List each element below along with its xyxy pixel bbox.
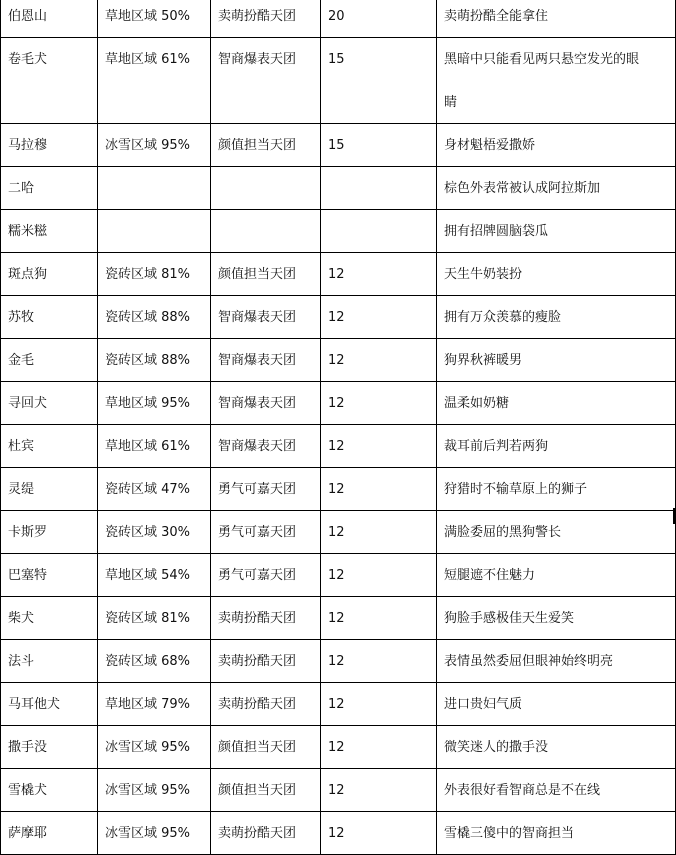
area-cell: 草地区域 50% — [98, 0, 211, 38]
score-cell: 12 — [321, 683, 437, 726]
score-cell: 12 — [321, 554, 437, 597]
score-cell: 12 — [321, 339, 437, 382]
area-cell: 冰雪区域 95% — [98, 726, 211, 769]
table-row — [1, 726, 676, 769]
description-cell: 雪橇三傻中的智商担当 — [437, 812, 676, 855]
description-cell — [437, 38, 676, 124]
table-row — [1, 425, 676, 468]
group-cell: 勇气可嘉天团 — [211, 554, 321, 597]
group-cell: 卖萌扮酷天团 — [211, 597, 321, 640]
table-row — [1, 0, 676, 38]
area-cell: 冰雪区域 95% — [98, 812, 211, 855]
score-cell: 12 — [321, 468, 437, 511]
table-row — [1, 124, 676, 167]
score-cell: 12 — [321, 253, 437, 296]
table-row — [1, 683, 676, 726]
score-cell: 12 — [321, 597, 437, 640]
table-row — [1, 640, 676, 683]
score-cell: 12 — [321, 382, 437, 425]
description-cell: 拥有万众羡慕的瘦脸 — [437, 296, 676, 339]
breed-name-cell: 马耳他犬 — [1, 683, 98, 726]
group-cell — [211, 167, 321, 210]
group-cell: 智商爆表天团 — [211, 296, 321, 339]
group-cell: 卖萌扮酷天团 — [211, 640, 321, 683]
group-cell: 智商爆表天团 — [211, 38, 321, 124]
description-cell: 身材魁梧爱撒娇 — [437, 124, 676, 167]
breed-name-cell: 金毛 — [1, 339, 98, 382]
score-cell: 15 — [321, 38, 437, 124]
group-cell: 智商爆表天团 — [211, 382, 321, 425]
score-cell: 12 — [321, 769, 437, 812]
group-cell: 卖萌扮酷天团 — [211, 0, 321, 38]
group-cell: 勇气可嘉天团 — [211, 468, 321, 511]
description-cell: 进口贵妇气质 — [437, 683, 676, 726]
description-cell: 拥有招牌圆脑袋瓜 — [437, 210, 676, 253]
breed-name-cell: 苏牧 — [1, 296, 98, 339]
table-row — [1, 468, 676, 511]
score-cell: 20 — [321, 0, 437, 38]
description-cell: 表情虽然委屈但眼神始终明亮 — [437, 640, 676, 683]
table-row — [1, 382, 676, 425]
description-cell: 满脸委屈的黑狗警长 — [437, 511, 676, 554]
group-cell: 颜值担当天团 — [211, 124, 321, 167]
score-cell — [321, 167, 437, 210]
area-cell: 草地区域 61% — [98, 425, 211, 468]
area-cell: 草地区域 54% — [98, 554, 211, 597]
score-cell: 12 — [321, 425, 437, 468]
area-cell: 瓷砖区域 30% — [98, 511, 211, 554]
description-cell: 狗界秋裤暖男 — [437, 339, 676, 382]
area-cell: 冰雪区域 95% — [98, 124, 211, 167]
table-row — [1, 812, 676, 855]
area-cell: 瓷砖区域 88% — [98, 296, 211, 339]
table-row — [1, 167, 676, 210]
description-line-1: 黑暗中只能看见两只悬空发光的眼 — [444, 52, 640, 67]
group-cell: 智商爆表天团 — [211, 339, 321, 382]
area-cell: 瓷砖区域 81% — [98, 253, 211, 296]
area-cell: 瓷砖区域 68% — [98, 640, 211, 683]
breed-name-cell: 卡斯罗 — [1, 511, 98, 554]
breed-name-cell: 撒手没 — [1, 726, 98, 769]
breed-name-cell: 杜宾 — [1, 425, 98, 468]
table-row — [1, 339, 676, 382]
score-cell: 12 — [321, 812, 437, 855]
score-cell: 12 — [321, 726, 437, 769]
description-line-2: 睛 — [444, 95, 458, 110]
breed-name-cell: 柴犬 — [1, 597, 98, 640]
breed-name-cell: 萨摩耶 — [1, 812, 98, 855]
score-cell: 12 — [321, 296, 437, 339]
description-cell: 裁耳前后判若两狗 — [437, 425, 676, 468]
area-cell: 瓷砖区域 47% — [98, 468, 211, 511]
description-cell: 天生牛奶装扮 — [437, 253, 676, 296]
description-cell: 狩猎时不输草原上的狮子 — [437, 468, 676, 511]
area-cell: 草地区域 95% — [98, 382, 211, 425]
group-cell: 卖萌扮酷天团 — [211, 683, 321, 726]
description-cell: 外表很好看智商总是不在线 — [437, 769, 676, 812]
table-row — [1, 296, 676, 339]
group-cell: 智商爆表天团 — [211, 425, 321, 468]
score-cell — [321, 210, 437, 253]
table-row — [1, 597, 676, 640]
breed-name-cell: 寻回犬 — [1, 382, 98, 425]
score-cell: 12 — [321, 511, 437, 554]
table-row — [1, 511, 676, 554]
description-cell: 微笑迷人的撒手没 — [437, 726, 676, 769]
description-cell: 狗脸手感极佳天生爱笑 — [437, 597, 676, 640]
table-row — [1, 210, 676, 253]
area-cell: 瓷砖区域 81% — [98, 597, 211, 640]
score-cell: 12 — [321, 640, 437, 683]
breed-name-cell: 伯恩山 — [1, 0, 98, 38]
description-cell: 卖萌扮酷全能拿住 — [437, 0, 676, 38]
breed-name-cell: 二哈 — [1, 167, 98, 210]
table-row — [1, 253, 676, 296]
breed-name-cell: 雪橇犬 — [1, 769, 98, 812]
breed-name-cell: 巴塞特 — [1, 554, 98, 597]
score-cell: 15 — [321, 124, 437, 167]
group-cell: 颜值担当天团 — [211, 769, 321, 812]
breed-name-cell: 法斗 — [1, 640, 98, 683]
table-row — [1, 554, 676, 597]
breed-name-cell: 马拉穆 — [1, 124, 98, 167]
group-cell: 颜值担当天团 — [211, 726, 321, 769]
breed-name-cell: 糯米糍 — [1, 210, 98, 253]
description-cell: 短腿遮不住魅力 — [437, 554, 676, 597]
area-cell: 冰雪区域 95% — [98, 769, 211, 812]
group-cell: 卖萌扮酷天团 — [211, 812, 321, 855]
breed-name-cell: 卷毛犬 — [1, 38, 98, 124]
area-cell — [98, 210, 211, 253]
group-cell — [211, 210, 321, 253]
breed-name-cell: 斑点狗 — [1, 253, 98, 296]
area-cell: 草地区域 79% — [98, 683, 211, 726]
area-cell: 草地区域 61% — [98, 38, 211, 124]
description-cell: 棕色外表常被认成阿拉斯加 — [437, 167, 676, 210]
table-row — [1, 769, 676, 812]
area-cell: 瓷砖区域 88% — [98, 339, 211, 382]
group-cell: 勇气可嘉天团 — [211, 511, 321, 554]
table-row — [1, 38, 676, 124]
description-cell: 温柔如奶糖 — [437, 382, 676, 425]
area-cell — [98, 167, 211, 210]
breed-name-cell: 灵缇 — [1, 468, 98, 511]
group-cell: 颜值担当天团 — [211, 253, 321, 296]
